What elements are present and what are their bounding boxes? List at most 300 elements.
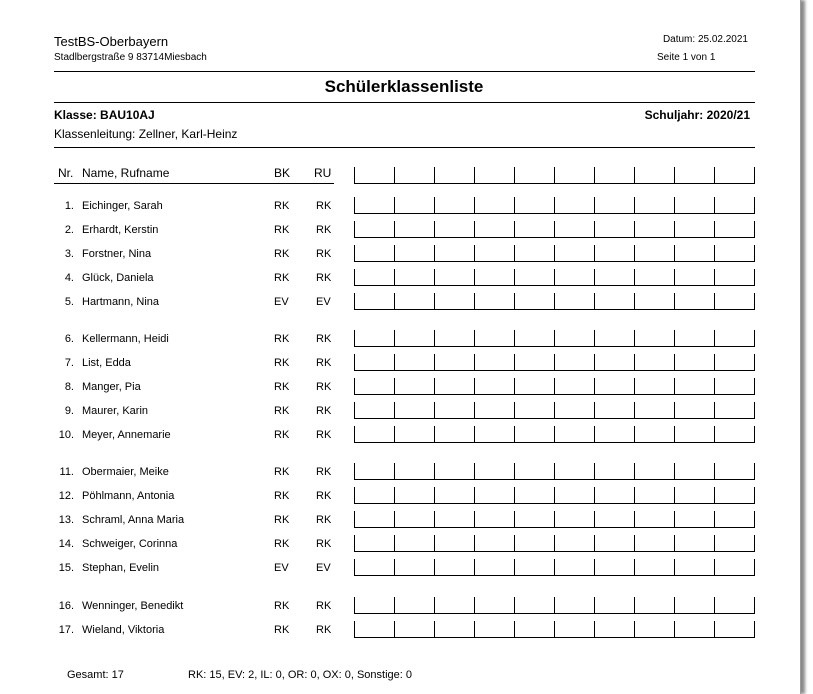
grid-tick — [714, 245, 715, 261]
column-header-nr: Nr. — [58, 166, 74, 180]
student-ru: RK — [316, 200, 332, 212]
grid-tick — [674, 330, 675, 346]
student-number: 12. — [58, 490, 74, 502]
grid-tick — [754, 330, 755, 346]
grid-tick — [634, 402, 635, 418]
grid-tick — [634, 167, 635, 183]
class-teacher-label: Klassenleitung: Zellner, Karl-Heinz — [54, 127, 238, 141]
grid-tick — [594, 511, 595, 527]
grid-tick — [674, 269, 675, 285]
student-number: 8. — [64, 381, 74, 393]
student-ru: RK — [316, 600, 332, 612]
grid-tick — [394, 426, 395, 442]
student-bk: RK — [274, 224, 290, 236]
student-number: 2. — [64, 224, 74, 236]
grid-tick — [394, 378, 395, 394]
student-ru: RK — [316, 429, 332, 441]
grid-tick — [674, 221, 675, 237]
grid-tick — [474, 402, 475, 418]
grid-tick — [394, 402, 395, 418]
grid-tick — [594, 197, 595, 213]
attendance-grid — [354, 426, 755, 443]
grid-tick — [714, 354, 715, 370]
grid-tick — [714, 426, 715, 442]
grid-tick — [434, 535, 435, 551]
grid-tick — [754, 402, 755, 418]
student-name: Pöhlmann, Antonia — [82, 490, 175, 502]
grid-tick — [474, 597, 475, 613]
student-ru: RK — [316, 538, 332, 550]
grid-tick — [634, 559, 635, 575]
student-number: 10. — [58, 429, 74, 441]
grid-tick — [634, 354, 635, 370]
grid-tick — [394, 330, 395, 346]
student-ru: RK — [316, 490, 332, 502]
grid-tick — [554, 197, 555, 213]
grid-tick — [594, 221, 595, 237]
grid-tick — [634, 535, 635, 551]
grid-tick — [474, 511, 475, 527]
student-ru: RK — [316, 514, 332, 526]
grid-tick — [714, 463, 715, 479]
grid-tick — [474, 487, 475, 503]
column-header-ru: RU — [314, 166, 332, 180]
grid-tick — [354, 511, 355, 527]
student-bk: RK — [274, 381, 290, 393]
grid-tick — [554, 511, 555, 527]
grid-tick — [394, 167, 395, 183]
grid-tick — [434, 330, 435, 346]
grid-tick — [594, 293, 595, 309]
grid-tick — [434, 621, 435, 637]
grid-tick — [514, 426, 515, 442]
grid-tick — [394, 245, 395, 261]
school-year-label: Schuljahr: 2020/21 — [644, 108, 750, 122]
student-number: 9. — [64, 405, 74, 417]
student-name: Glück, Daniela — [82, 272, 154, 284]
grid-tick — [394, 511, 395, 527]
grid-tick — [714, 330, 715, 346]
grid-tick — [554, 463, 555, 479]
student-number: 14. — [58, 538, 74, 550]
title-divider — [54, 102, 755, 103]
grid-tick — [474, 245, 475, 261]
student-number: 5. — [64, 296, 74, 308]
religion-statistics: RK: 15, EV: 2, IL: 0, OR: 0, OX: 0, Sonstige: 0 — [188, 669, 412, 681]
grid-tick — [674, 597, 675, 613]
grid-tick — [514, 330, 515, 346]
grid-tick — [714, 487, 715, 503]
grid-tick — [394, 597, 395, 613]
grid-tick — [754, 221, 755, 237]
student-bk: EV — [274, 296, 289, 308]
grid-tick — [554, 378, 555, 394]
grid-tick — [674, 293, 675, 309]
total-count: Gesamt: 17 — [67, 669, 124, 681]
column-header-bk: BK — [274, 166, 291, 180]
grid-tick — [394, 487, 395, 503]
grid-tick — [714, 597, 715, 613]
student-name: Wenninger, Benedikt — [82, 600, 184, 612]
table-header-underline — [54, 183, 334, 184]
grid-tick — [634, 597, 635, 613]
grid-tick — [514, 487, 515, 503]
grid-tick — [594, 535, 595, 551]
grid-tick — [674, 402, 675, 418]
student-number: 4. — [64, 272, 74, 284]
grid-tick — [634, 269, 635, 285]
attendance-grid — [354, 487, 755, 504]
grid-tick — [754, 597, 755, 613]
grid-tick — [674, 197, 675, 213]
grid-tick — [594, 269, 595, 285]
grid-tick — [634, 426, 635, 442]
grid-tick — [754, 487, 755, 503]
grid-tick — [474, 559, 475, 575]
grid-tick — [434, 221, 435, 237]
student-name: Obermaier, Meike — [82, 466, 169, 478]
page-title: Schülerklassenliste — [324, 77, 484, 96]
student-name: Forstner, Nina — [82, 248, 152, 260]
grid-tick — [554, 293, 555, 309]
school-name: TestBS-Oberbayern — [54, 34, 169, 49]
grid-tick — [714, 511, 715, 527]
grid-tick — [394, 535, 395, 551]
grid-tick — [474, 330, 475, 346]
student-name: Meyer, Annemarie — [82, 429, 171, 441]
grid-tick — [634, 245, 635, 261]
student-ru: RK — [316, 272, 332, 284]
grid-tick — [434, 197, 435, 213]
attendance-grid — [354, 402, 755, 419]
grid-tick — [594, 402, 595, 418]
grid-tick — [434, 402, 435, 418]
student-number: 13. — [58, 514, 74, 526]
grid-tick — [434, 245, 435, 261]
student-number: 11. — [59, 466, 74, 478]
grid-tick — [714, 535, 715, 551]
grid-tick — [514, 221, 515, 237]
student-bk: RK — [274, 248, 290, 260]
grid-tick — [754, 621, 755, 637]
grid-tick — [634, 463, 635, 479]
school-address: Stadlbergstraße 9 83714Miesbach — [54, 52, 207, 63]
grid-tick — [354, 487, 355, 503]
grid-tick — [514, 463, 515, 479]
grid-tick — [354, 535, 355, 551]
grid-tick — [554, 621, 555, 637]
grid-tick — [634, 197, 635, 213]
grid-tick — [394, 269, 395, 285]
grid-tick — [354, 293, 355, 309]
grid-tick — [554, 535, 555, 551]
attendance-grid — [354, 269, 755, 286]
grid-tick — [434, 597, 435, 613]
student-bk: RK — [274, 333, 290, 345]
attendance-grid — [354, 197, 755, 214]
student-bk: RK — [274, 490, 290, 502]
student-ru: RK — [316, 248, 332, 260]
grid-tick — [674, 354, 675, 370]
grid-tick — [594, 621, 595, 637]
grid-tick — [554, 487, 555, 503]
grid-tick — [394, 463, 395, 479]
student-number: 3. — [64, 248, 74, 260]
grid-tick — [474, 463, 475, 479]
grid-tick — [754, 245, 755, 261]
grid-tick — [474, 269, 475, 285]
grid-tick — [754, 293, 755, 309]
class-info-divider — [54, 147, 755, 148]
grid-tick — [554, 245, 555, 261]
grid-tick — [394, 621, 395, 637]
student-bk: RK — [274, 405, 290, 417]
student-number: 17. — [58, 624, 74, 636]
attendance-grid — [354, 511, 755, 528]
grid-tick — [434, 487, 435, 503]
header-checkbox-grid — [354, 167, 755, 184]
student-number: 7. — [64, 357, 74, 369]
grid-tick — [754, 197, 755, 213]
grid-tick — [514, 402, 515, 418]
student-bk: RK — [274, 466, 290, 478]
grid-tick — [514, 535, 515, 551]
grid-tick — [474, 293, 475, 309]
grid-tick — [354, 402, 355, 418]
student-name: Eichinger, Sarah — [82, 200, 163, 212]
student-name: List, Edda — [82, 357, 131, 369]
grid-tick — [434, 426, 435, 442]
grid-tick — [674, 167, 675, 183]
grid-tick — [434, 269, 435, 285]
grid-tick — [354, 330, 355, 346]
attendance-grid — [354, 293, 755, 310]
grid-tick — [354, 269, 355, 285]
grid-tick — [354, 221, 355, 237]
grid-tick — [634, 293, 635, 309]
student-bk: RK — [274, 200, 290, 212]
grid-tick — [354, 621, 355, 637]
grid-tick — [554, 167, 555, 183]
attendance-grid — [354, 378, 755, 395]
grid-tick — [554, 597, 555, 613]
grid-tick — [514, 197, 515, 213]
grid-tick — [754, 378, 755, 394]
grid-tick — [514, 621, 515, 637]
grid-tick — [514, 269, 515, 285]
grid-tick — [674, 559, 675, 575]
grid-tick — [554, 354, 555, 370]
grid-tick — [714, 167, 715, 183]
student-ru: EV — [316, 296, 331, 308]
table-row — [0, 296, 800, 320]
grid-tick — [554, 269, 555, 285]
grid-tick — [634, 487, 635, 503]
grid-tick — [474, 621, 475, 637]
grid-tick — [354, 559, 355, 575]
grid-tick — [354, 167, 355, 183]
table-row — [0, 429, 800, 453]
grid-tick — [634, 378, 635, 394]
grid-tick — [674, 621, 675, 637]
grid-tick — [594, 354, 595, 370]
grid-tick — [394, 293, 395, 309]
student-number: 1. — [64, 200, 74, 212]
grid-tick — [554, 559, 555, 575]
grid-tick — [354, 245, 355, 261]
grid-tick — [754, 269, 755, 285]
grid-tick — [594, 463, 595, 479]
grid-tick — [634, 330, 635, 346]
grid-tick — [674, 378, 675, 394]
grid-tick — [594, 245, 595, 261]
grid-tick — [714, 621, 715, 637]
student-ru: RK — [316, 333, 332, 345]
student-ru: RK — [316, 405, 332, 417]
grid-tick — [434, 354, 435, 370]
grid-tick — [354, 426, 355, 442]
grid-tick — [394, 197, 395, 213]
grid-tick — [754, 559, 755, 575]
grid-tick — [594, 559, 595, 575]
grid-tick — [714, 221, 715, 237]
grid-tick — [714, 293, 715, 309]
student-number: 15. — [58, 562, 74, 574]
student-name: Wieland, Viktoria — [82, 624, 165, 636]
student-bk: RK — [274, 624, 290, 636]
print-date: Datum: 25.02.2021 — [662, 34, 748, 45]
student-name: Schraml, Anna Maria — [82, 514, 185, 526]
grid-tick — [394, 559, 395, 575]
student-name: Maurer, Karin — [82, 405, 149, 417]
attendance-grid — [354, 354, 755, 371]
grid-tick — [394, 221, 395, 237]
attendance-grid — [354, 463, 755, 480]
grid-tick — [594, 378, 595, 394]
grid-tick — [514, 245, 515, 261]
student-number: 16. — [58, 600, 74, 612]
student-number: 6. — [64, 333, 74, 345]
grid-tick — [514, 378, 515, 394]
grid-tick — [754, 535, 755, 551]
grid-tick — [714, 378, 715, 394]
student-bk: RK — [274, 538, 290, 550]
grid-tick — [674, 511, 675, 527]
attendance-grid — [354, 221, 755, 238]
grid-tick — [634, 511, 635, 527]
grid-tick — [754, 167, 755, 183]
grid-tick — [394, 354, 395, 370]
grid-tick — [714, 197, 715, 213]
class-label: Klasse: BAU10AJ — [54, 108, 155, 122]
grid-tick — [474, 378, 475, 394]
student-bk: RK — [274, 514, 290, 526]
grid-tick — [594, 330, 595, 346]
grid-tick — [434, 559, 435, 575]
grid-tick — [554, 330, 555, 346]
grid-tick — [674, 245, 675, 261]
grid-tick — [474, 426, 475, 442]
grid-tick — [674, 535, 675, 551]
student-name: Kellermann, Heidi — [82, 333, 169, 345]
student-ru: EV — [316, 562, 331, 574]
column-header-name: Name, Rufname — [82, 166, 170, 180]
student-name: Stephan, Evelin — [82, 562, 160, 574]
grid-tick — [594, 167, 595, 183]
grid-tick — [554, 402, 555, 418]
grid-tick — [474, 221, 475, 237]
grid-tick — [754, 354, 755, 370]
table-row — [0, 562, 800, 586]
grid-tick — [474, 167, 475, 183]
grid-tick — [434, 293, 435, 309]
grid-tick — [754, 511, 755, 527]
grid-tick — [594, 426, 595, 442]
attendance-grid — [354, 597, 755, 614]
grid-tick — [754, 426, 755, 442]
student-name: Erhardt, Kerstin — [82, 224, 159, 236]
grid-tick — [354, 597, 355, 613]
grid-tick — [434, 511, 435, 527]
table-row — [0, 624, 800, 648]
student-ru: RK — [316, 224, 332, 236]
student-bk: RK — [274, 600, 290, 612]
student-ru: RK — [316, 381, 332, 393]
student-bk: RK — [274, 429, 290, 441]
grid-tick — [634, 221, 635, 237]
student-ru: RK — [316, 466, 332, 478]
grid-tick — [714, 559, 715, 575]
grid-tick — [474, 535, 475, 551]
student-name: Manger, Pia — [82, 381, 141, 393]
page-number: Seite 1 von 1 — [657, 52, 716, 63]
grid-tick — [674, 426, 675, 442]
grid-tick — [514, 511, 515, 527]
attendance-grid — [354, 245, 755, 262]
attendance-grid — [354, 330, 755, 347]
student-name: Hartmann, Nina — [82, 296, 160, 308]
attendance-grid — [354, 621, 755, 638]
grid-tick — [514, 293, 515, 309]
student-ru: RK — [316, 357, 332, 369]
grid-tick — [714, 269, 715, 285]
grid-tick — [354, 463, 355, 479]
attendance-grid — [354, 559, 755, 576]
student-ru: RK — [316, 624, 332, 636]
grid-tick — [594, 487, 595, 503]
grid-tick — [354, 378, 355, 394]
grid-tick — [514, 597, 515, 613]
grid-tick — [434, 378, 435, 394]
grid-tick — [354, 354, 355, 370]
grid-tick — [754, 463, 755, 479]
attendance-grid — [354, 535, 755, 552]
grid-tick — [594, 597, 595, 613]
student-bk: EV — [274, 562, 289, 574]
header-divider — [54, 71, 755, 72]
grid-tick — [474, 354, 475, 370]
student-name: Schweiger, Corinna — [82, 538, 178, 550]
grid-tick — [674, 487, 675, 503]
grid-tick — [514, 559, 515, 575]
student-bk: RK — [274, 272, 290, 284]
grid-tick — [674, 463, 675, 479]
student-bk: RK — [274, 357, 290, 369]
grid-tick — [514, 354, 515, 370]
grid-tick — [354, 197, 355, 213]
grid-tick — [514, 167, 515, 183]
grid-tick — [434, 463, 435, 479]
